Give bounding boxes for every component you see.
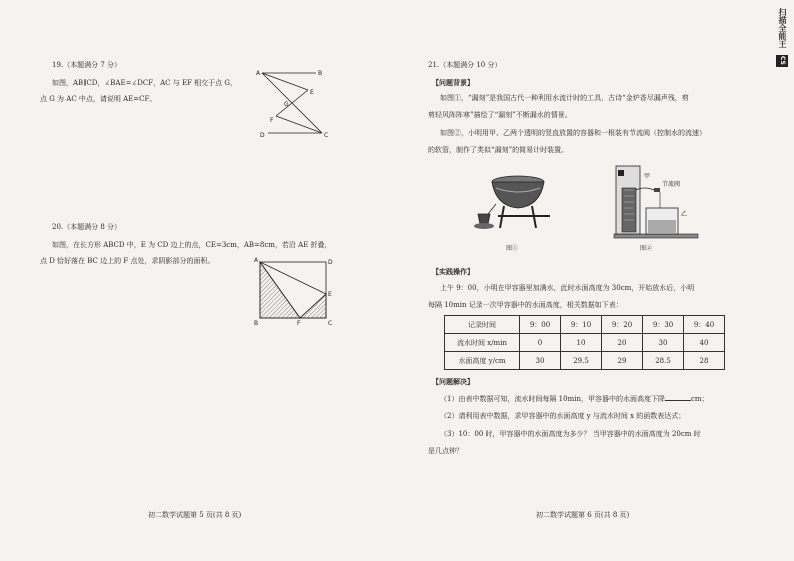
q20-figure: [252, 254, 338, 328]
data-table: [444, 315, 725, 370]
label-F: F: [297, 320, 301, 327]
bg-line2: 剪轻风阵阵寒”描绘了“漏刻”不断漏水的情景。: [428, 111, 572, 119]
label-C: C: [324, 132, 329, 139]
table-row: [445, 352, 725, 370]
label-D: D: [328, 259, 333, 266]
table-cell: 9：00: [520, 316, 561, 334]
q19-header: 19.（本题满分 7 分）: [52, 61, 122, 69]
label-F: F: [270, 117, 274, 124]
table-cell: 9：40: [684, 316, 725, 334]
solve-q1: [440, 393, 709, 405]
table-cell: 10: [561, 334, 602, 352]
table-row-header: 流水时间 x/min: [445, 334, 520, 352]
solve-q3-line1: （3）10：00 时，甲容器中的水面高度为多少？ 当甲容器中的水面高度为 20cm 时: [440, 430, 701, 438]
label-A: A: [254, 257, 259, 264]
table-cell: 9：30: [643, 316, 684, 334]
label-valve: 节流阀: [662, 181, 681, 188]
table-cell: 29: [602, 352, 643, 370]
label-yi: 乙: [681, 211, 688, 218]
label-D: D: [260, 132, 265, 139]
figure1-water-clock: [466, 168, 558, 238]
solve-q1-unit: cm；: [690, 395, 709, 403]
table-cell: 9：20: [602, 316, 643, 334]
figure2-caption: 图②: [640, 245, 653, 252]
table-cell: 9：10: [561, 316, 602, 334]
q19-line1: 如图，AB∥CD，∠BAE=∠DCF，AC 与 EF 相交于点 G，: [52, 79, 238, 87]
table-row-header: 记录时间: [445, 316, 520, 334]
figure2-diy-clock: [610, 160, 702, 240]
figure1-caption: 图①: [506, 245, 519, 252]
answer-blank: [665, 393, 691, 401]
label-jia: 甲: [644, 173, 651, 180]
q20-line1: 如图，在长方形 ABCD 中，E 为 CD 边上的点，CE=3cm，AB=8cm，若沿 AE 折叠，: [52, 241, 332, 249]
practice-line1: 上午 9：00，小明在甲容器里加满水，此时水面高度为 30cm，开始放水后，小明: [440, 284, 695, 292]
q21-header: 21.（本题满分 10 分）: [428, 61, 502, 69]
label-G: G: [284, 101, 289, 108]
table-row: [445, 334, 725, 352]
solve-q1-text: （1）由表中数据可知，流水时间每隔 10min，甲容器中的水面高度下降: [440, 395, 665, 403]
table-row: [445, 316, 725, 334]
q20-line2: 点 D 恰好落在 BC 边上的 F 点处，求阴影部分的面积。: [40, 257, 215, 265]
q20-header: 20.（本题满分 8 分）: [52, 223, 122, 231]
q19-line2: 点 G 为 AC 中点，请说明 AE=CF。: [40, 95, 157, 103]
table-cell: 30: [643, 334, 684, 352]
bg-line3: 如图②，小明用甲、乙两个透明的竖直放置的容器和一根装有节流阀（控制水的流速）: [440, 129, 706, 137]
practice-line2: 每隔 10min 记录一次甲容器中的水面高度，相关数据如下表：: [428, 301, 623, 309]
table-cell: 20: [602, 334, 643, 352]
label-E: E: [310, 89, 314, 96]
label-A: A: [256, 70, 261, 77]
table-cell: 40: [684, 334, 725, 352]
label-B: B: [318, 70, 323, 77]
q19-figure: [252, 66, 336, 142]
table-row-header: 水面高度 y/cm: [445, 352, 520, 370]
table-cell: 29.5: [561, 352, 602, 370]
solve-q2: （2）请利用表中数据，求甲容器中的水面高度 y 与流水时间 x 的函数表达式；: [440, 412, 686, 420]
scanner-watermark: [770, 8, 788, 78]
label-C: C: [328, 320, 333, 327]
left-page-footer: 初二数学试题第 5 页(共 8 页): [148, 511, 242, 519]
bg-line1: 如图①，“漏刻”是我国古代一种利用水流计时的工具，古诗“金炉香尽漏声残，剪: [440, 94, 689, 102]
table-cell: 0: [520, 334, 561, 352]
watermark-text: 扫描全能王: [778, 8, 787, 48]
table-cell: 28: [684, 352, 725, 370]
table-cell: 30: [520, 352, 561, 370]
bg-line4: 的软管，制作了类似“漏刻”的简易计时装置。: [428, 146, 569, 154]
practice-title: 【实践操作】: [432, 267, 474, 276]
label-B: B: [254, 320, 259, 327]
cs-logo: CS: [776, 55, 788, 67]
right-page-footer: 初二数学试题第 6 页(共 8 页): [536, 511, 630, 519]
label-E: E: [328, 291, 332, 298]
table-cell: 28.5: [643, 352, 684, 370]
solve-q3-line2: 是几点钟？: [428, 447, 463, 455]
solve-title: 【问题解决】: [432, 377, 474, 386]
bg-title: 【问题背景】: [432, 78, 474, 87]
